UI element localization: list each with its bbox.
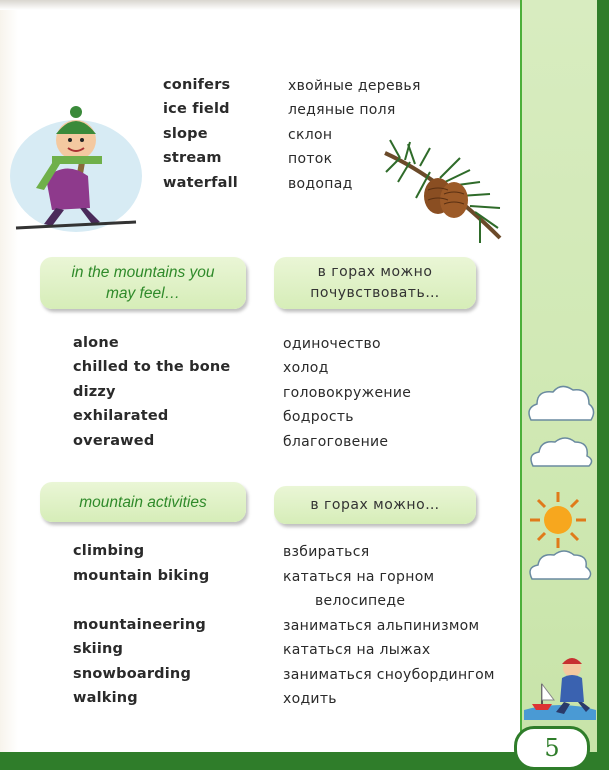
feel-term-overawed: overawed <box>73 433 155 449</box>
feel-heading-en-line1: in the mountains you <box>71 264 215 281</box>
term-ice-field: ice field <box>163 101 230 117</box>
translation-slope: склон <box>288 127 333 143</box>
feel-heading-ru-line1: в горах можно <box>317 264 433 280</box>
activity-translation-mountain-biking: кататься на горном <box>283 569 435 585</box>
right-edge-stripe <box>597 0 609 770</box>
feel-translation-chilled: холод <box>283 360 329 376</box>
activity-translation-snowboarding: заниматься сноубордингом <box>283 667 495 683</box>
term-slope: slope <box>163 126 208 142</box>
pine-branch-illustration <box>380 138 510 248</box>
activities-heading-ru-text: в горах можно… <box>310 496 440 513</box>
translation-ice-field: ледяные поля <box>288 102 396 118</box>
boy-with-boat-illustration <box>524 650 596 720</box>
activities-heading-en <box>40 482 246 522</box>
activity-term-walking: walking <box>73 690 138 706</box>
translation-stream: поток <box>288 151 333 167</box>
page-top-shadow <box>0 0 609 10</box>
activities-heading-en-text: mountain activities <box>79 493 207 511</box>
feel-heading-en <box>40 257 246 309</box>
activity-translation-walking: ходить <box>283 691 337 707</box>
skier-illustration <box>6 98 146 238</box>
term-conifers: conifers <box>163 77 231 93</box>
activity-term-snowboarding: snowboarding <box>73 666 192 682</box>
feel-heading-ru <box>274 257 476 309</box>
cloud-icon <box>524 545 596 585</box>
activity-term-skiing: skiing <box>73 641 124 657</box>
feel-heading-ru-line2: почувствовать… <box>310 285 440 301</box>
term-stream: stream <box>163 150 222 166</box>
activity-translation-mountain-biking-line2: велосипеде <box>315 593 406 609</box>
feel-translation-alone: одиночество <box>283 336 381 352</box>
feel-term-chilled: chilled to the bone <box>73 359 231 375</box>
activity-translation-skiing: кататься на лыжах <box>283 642 431 658</box>
feel-term-exhilarated: exhilarated <box>73 408 169 424</box>
activity-term-mountaineering: mountaineering <box>73 617 207 633</box>
term-waterfall: waterfall <box>163 175 238 191</box>
feel-translation-dizzy: головокружение <box>283 385 412 401</box>
translation-conifers: хвойные деревья <box>288 78 421 94</box>
feel-translation-overawed: благоговение <box>283 434 389 450</box>
page-number: 5 <box>514 726 590 770</box>
activity-translation-climbing: взбираться <box>283 544 370 560</box>
cloud-icon <box>523 430 597 474</box>
feel-heading-en-line2: may feel… <box>105 285 181 302</box>
activities-heading-ru <box>274 486 476 524</box>
feel-translation-exhilarated: бодрость <box>283 409 354 425</box>
feel-term-dizzy: dizzy <box>73 384 116 400</box>
activity-translation-mountaineering: заниматься альпинизмом <box>283 618 480 634</box>
sun-icon <box>528 490 588 550</box>
cloud-icon <box>523 380 597 430</box>
translation-waterfall: водопад <box>288 176 353 192</box>
activity-term-mountain-biking: mountain biking <box>73 568 210 584</box>
activity-term-climbing: climbing <box>73 543 145 559</box>
feel-term-alone: alone <box>73 335 119 351</box>
